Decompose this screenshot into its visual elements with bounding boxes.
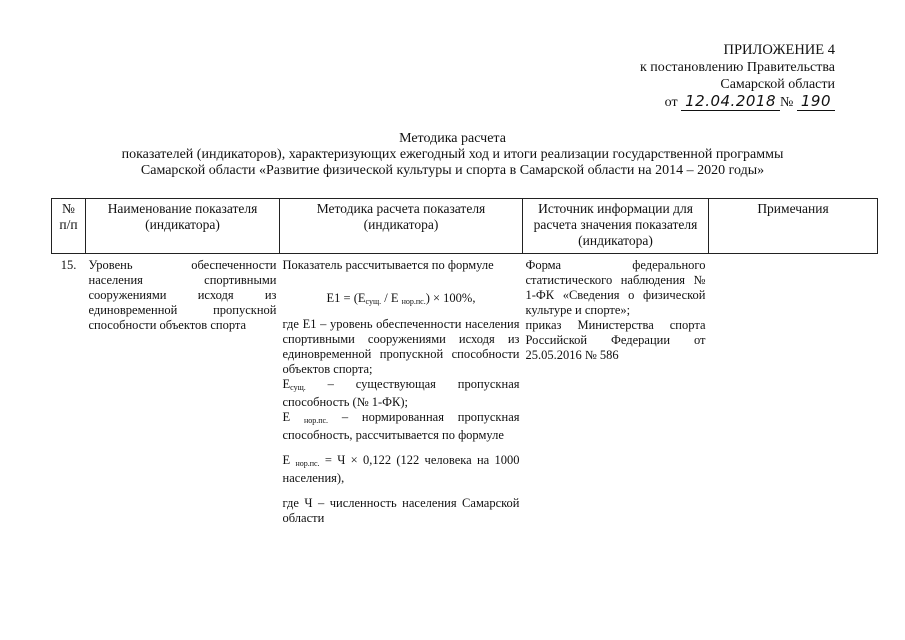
header-notes: Примечания [709,199,878,254]
appendix-header [575,42,835,111]
row-num: 15. [60,258,77,272]
formula-norm-prefix: Е [282,453,296,467]
appendix-region-line: Самарской области [720,77,835,92]
document-title [60,131,845,179]
appendix-date-line [575,93,835,111]
row-indicator-name: Уровень обеспеченности населения спортивными сооружениями исходя из единовременной пропускной способности объектов спорта [88,258,277,332]
indicators-table [51,198,878,526]
appendix-title: ПРИЛОЖЕНИЕ 4 [723,42,835,58]
def-existing-text: – существующая пропускная способность (№ 1-ФК); [282,377,520,409]
def-existing-prefix: Е [282,377,291,391]
header-source: Источник информации для расчета значения показателя (индикатора) [523,199,709,254]
handwritten-number: 190 [797,92,835,111]
def-norm-text: – нормированная пропускная способность, рассчитывается по формуле [282,410,520,442]
formula-e1-lhs: Е1 = (Е [326,291,366,305]
method-intro: Показатель рассчитывается по формуле [282,258,494,272]
handwritten-date: 12.04.2018 [681,92,780,111]
def-existing-sub: сущ. [290,383,306,392]
formula-e1-sub-norm: нор.пс. [401,297,426,306]
row-notes [709,254,878,527]
formula-e1 [283,291,520,309]
formula-e1-sub-existing: сущ. [365,297,382,306]
table-header-row [52,199,878,254]
table-row [52,254,878,527]
appendix-resolution-line: к постановлению Правительства [639,60,835,75]
method-where-population: где Ч – численность населения Самарской области [282,496,520,525]
def-norm-sub: нор.пс. [303,416,329,425]
formula-norm-text: = Ч × 0,122 (122 человека на 1000 населения), [282,453,520,485]
formula-norm-sub: нор.пс. [295,459,320,468]
method-def-norm [283,410,520,443]
row-source [523,254,709,527]
formula-e1-rhs: ) × 100%, [425,291,476,305]
def-norm-prefix: Е [282,410,304,424]
formula-e1-mid: / Е [381,291,402,305]
row-method [280,254,523,527]
header-method: Методика расчета показателя (индикатора) [280,199,523,254]
source-form: Форма федерального статистического наблюдения № 1-ФК «Сведения о физической культуре и спорте»; [525,258,706,317]
header-num: № п/п [52,199,86,254]
title-line-1: Методика расчета [399,131,506,146]
header-name: Наименование показателя (индикатора) [86,199,280,254]
title-line-3: Самарской области «Развитие физической культуры и спорта в Самарской области на 2014 – 2020 годы» [140,163,765,178]
method-def-existing [283,377,520,410]
title-line-2: показателей (индикаторов), характеризующих ежегодный ход и итоги реализации государственной программы [121,147,784,162]
formula-norm [283,453,520,486]
number-sign: № [780,95,794,110]
date-prefix: от [664,95,678,110]
method-where-e1: где Е1 – уровень обеспеченности населения спортивными сооружениями исходя из единовременной пропускной способности объектов спорта; [282,317,520,376]
source-order: приказ Министерства спорта Российской Федерации от 25.05.2016 № 586 [525,318,706,362]
